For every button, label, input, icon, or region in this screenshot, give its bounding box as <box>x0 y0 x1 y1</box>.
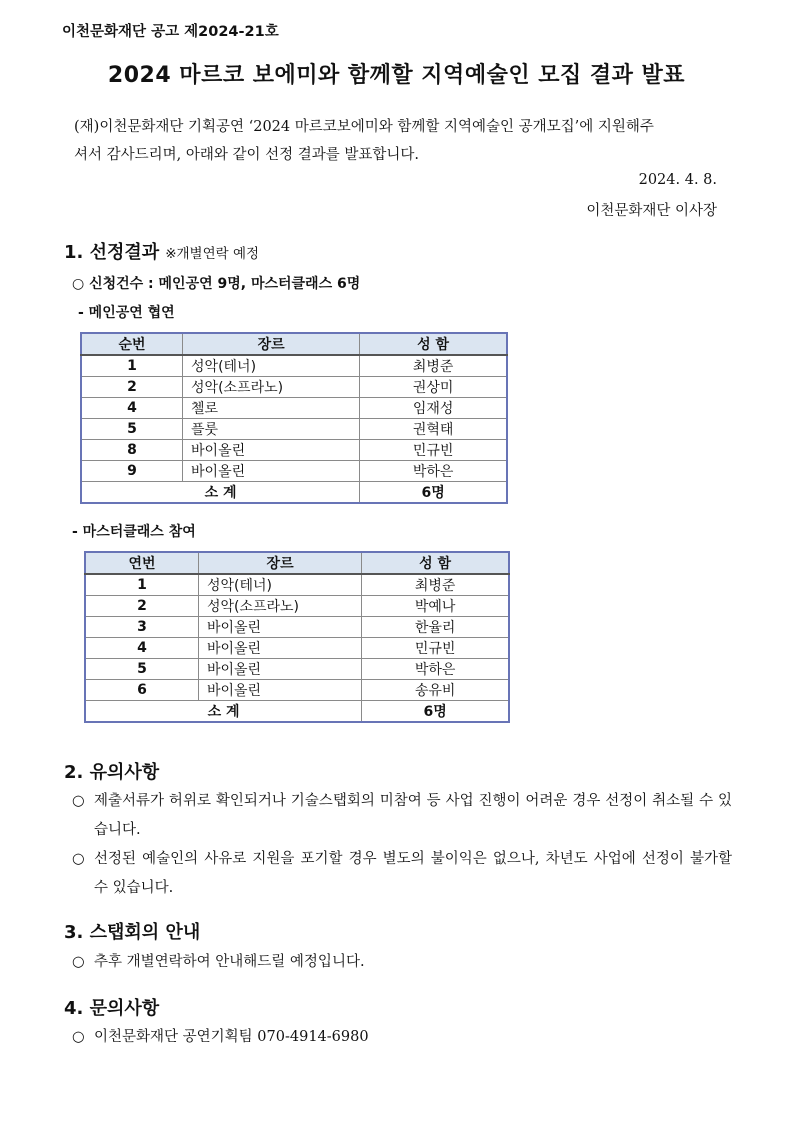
table-row <box>85 659 509 680</box>
notice-item-text: 제출서류가 허위로 확인되거나 기술스탭회의 미참여 등 사업 진행이 어려운 경우 선정이 취소될 수 있습니다. <box>94 793 732 838</box>
row-name: 최병준 <box>362 574 509 596</box>
total-value: 6명 <box>360 482 507 504</box>
notice-number: 이천문화재단 공고 제2024-21호 <box>62 24 279 40</box>
total-label: 소 계 <box>85 701 362 723</box>
masterclass-table <box>84 551 510 723</box>
notice-item-text: 선정된 예술인의 사유로 지원을 포기할 경우 별도의 불이익은 없으나, 차년도 사업에 선정이 불가할 수 있습니다. <box>94 851 732 896</box>
contact-item <box>72 1023 732 1052</box>
table-header-row <box>85 552 509 574</box>
row-name: 권상미 <box>360 377 507 398</box>
total-label: 소 계 <box>81 482 360 504</box>
section-4-heading: 4. 문의사항 <box>64 998 160 1019</box>
circle-bullet-icon: ○ <box>72 793 85 809</box>
contact-text: 이천문화재단 공연기획팀 070-4914-6980 <box>94 1029 369 1045</box>
row-genre: 성악(소프라노) <box>183 377 360 398</box>
table-row <box>85 638 509 659</box>
row-no: 9 <box>81 461 183 482</box>
table-row <box>85 596 509 617</box>
row-genre: 성악(테너) <box>198 574 361 596</box>
col-header-genre: 장르 <box>183 333 360 355</box>
row-no: 4 <box>85 638 198 659</box>
row-name: 박하은 <box>360 461 507 482</box>
row-name: 한율리 <box>362 617 509 638</box>
row-name: 송유비 <box>362 680 509 701</box>
row-genre: 바이올린 <box>183 461 360 482</box>
table-header-row <box>81 333 507 355</box>
notice-item-2 <box>72 845 732 903</box>
row-no: 4 <box>81 398 183 419</box>
row-name: 임재성 <box>360 398 507 419</box>
row-no: 1 <box>85 574 198 596</box>
table-total-row <box>85 701 509 723</box>
table-row <box>85 574 509 596</box>
row-genre: 바이올린 <box>198 659 361 680</box>
col-header-no: 순번 <box>81 333 183 355</box>
row-no: 5 <box>81 419 183 440</box>
row-genre: 바이올린 <box>198 680 361 701</box>
row-no: 3 <box>85 617 198 638</box>
intro-paragraph <box>74 113 724 169</box>
row-genre: 바이올린 <box>183 440 360 461</box>
row-genre: 플룻 <box>183 419 360 440</box>
row-genre: 첼로 <box>183 398 360 419</box>
col-header-no: 연번 <box>85 552 198 574</box>
table-row <box>85 680 509 701</box>
notice-date: 2024. 4. 8. <box>638 172 717 188</box>
notice-signer: 이천문화재단 이사장 <box>586 203 717 219</box>
row-name: 민규빈 <box>360 440 507 461</box>
row-no: 5 <box>85 659 198 680</box>
main-performance-table <box>80 332 508 504</box>
section-1-heading <box>64 238 259 264</box>
table-total-row <box>81 482 507 504</box>
circle-bullet-icon: ○ <box>72 1029 85 1045</box>
row-genre: 성악(테너) <box>183 355 360 377</box>
section-1-title: 1. 선정결과 <box>64 242 160 263</box>
row-name: 민규빈 <box>362 638 509 659</box>
row-no: 8 <box>81 440 183 461</box>
section-3-heading: 3. 스탭회의 안내 <box>64 922 201 943</box>
row-no: 1 <box>81 355 183 377</box>
staff-meeting-item <box>72 948 732 977</box>
row-no: 6 <box>85 680 198 701</box>
row-genre: 바이올린 <box>198 638 361 659</box>
table-row <box>81 377 507 398</box>
table-row <box>81 398 507 419</box>
col-header-genre: 장르 <box>198 552 361 574</box>
application-count: ○ 신청건수 : 메인공연 9명, 마스터클래스 6명 <box>72 276 361 292</box>
row-name: 박예나 <box>362 596 509 617</box>
circle-bullet-icon: ○ <box>72 851 85 867</box>
col-header-name: 성 함 <box>360 333 507 355</box>
table-row <box>85 617 509 638</box>
row-name: 박하은 <box>362 659 509 680</box>
col-header-name: 성 함 <box>362 552 509 574</box>
masterclass-subheading: - 마스터클래스 참여 <box>72 524 196 540</box>
section-1-note: ※개별연락 예정 <box>165 246 260 262</box>
intro-line-2: 셔서 감사드리며, 아래와 같이 선정 결과를 발표합니다. <box>74 147 420 163</box>
circle-bullet-icon: ○ <box>72 954 85 970</box>
row-name: 권혁태 <box>360 419 507 440</box>
notice-item-1 <box>72 787 732 845</box>
table-row <box>81 461 507 482</box>
row-genre: 바이올린 <box>198 617 361 638</box>
table-row <box>81 355 507 377</box>
total-value: 6명 <box>362 701 509 723</box>
row-name: 최병준 <box>360 355 507 377</box>
row-genre: 성악(소프라노) <box>198 596 361 617</box>
row-no: 2 <box>81 377 183 398</box>
table-row <box>81 419 507 440</box>
table-row <box>81 440 507 461</box>
row-no: 2 <box>85 596 198 617</box>
staff-meeting-text: 추후 개별연락하여 안내해드릴 예정입니다. <box>94 954 365 970</box>
main-performance-subheading: - 메인공연 협연 <box>78 305 175 321</box>
page-title: 2024 마르코 보에미와 함께할 지역예술인 모집 결과 발표 <box>107 63 686 88</box>
intro-line-1: (재)이천문화재단 기획공연 ‘2024 마르코보에미와 함께할 지역예술인 공개모집’에 지원해주 <box>74 119 654 135</box>
section-2-heading: 2. 유의사항 <box>64 762 160 783</box>
